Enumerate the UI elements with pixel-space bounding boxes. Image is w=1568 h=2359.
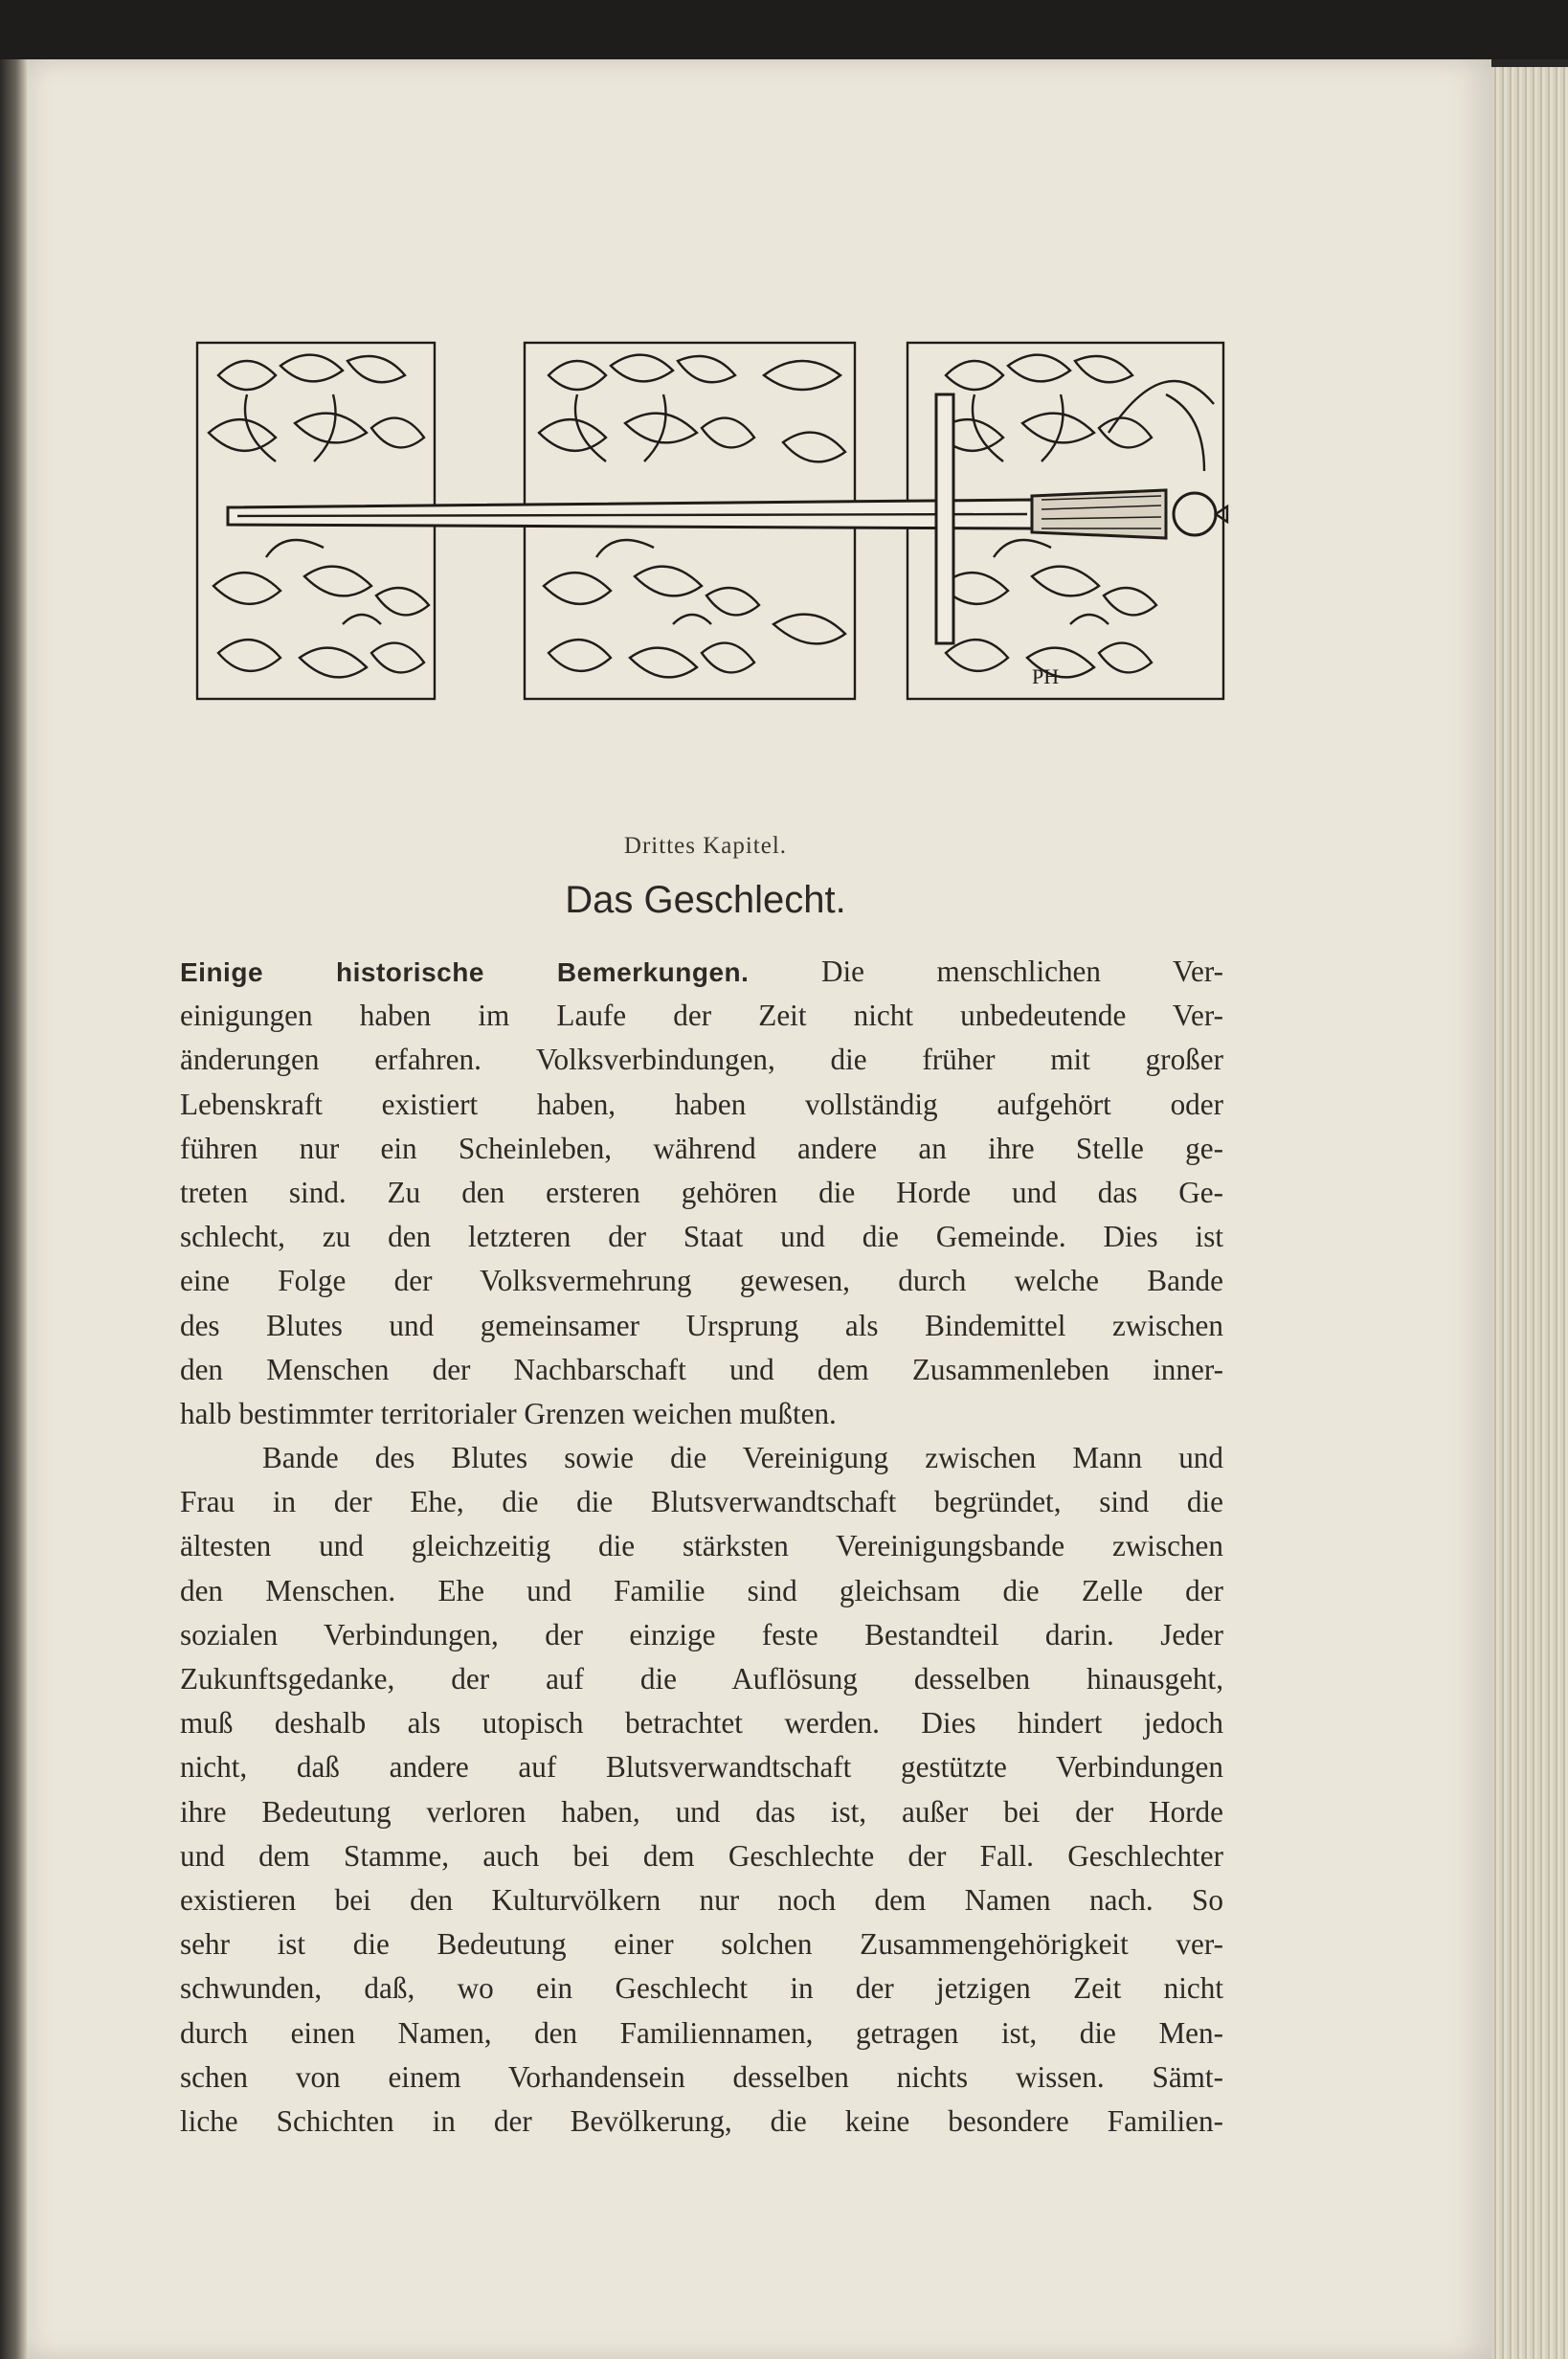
text-line: schwunden, daß, wo ein Geschlecht in der jetzigen Zeit nicht (180, 1971, 1223, 2006)
text-line: Zukunftsgedanke, der auf die Auflösung desselben hinausgeht, (180, 1662, 1223, 1696)
page-stack-edge (1491, 67, 1568, 2359)
text-line-fragment: Die menschlichen Ver- (749, 955, 1223, 988)
text-line: liche Schichten in der Bevölkerung, die keine besondere Familien- (180, 2103, 1223, 2138)
text-line: einigungen haben im Laufe der Zeit nicht unbedeutende Ver- (180, 999, 1223, 1033)
svg-text:PH: PH (1032, 664, 1060, 688)
text-line: eine Folge der Volksvermehrung gewesen, durch welche Bande (180, 1264, 1223, 1298)
text-line: ältesten und gleichzeitig die stärksten Vereinigungsbande zwischen (180, 1529, 1223, 1563)
book-page (27, 59, 1491, 2359)
text-line: ihre Bedeutung verloren haben, und das ist, außer bei der Horde (180, 1794, 1223, 1829)
text-line: muß deshalb als utopisch betrachtet werden. Dies hindert jedoch (180, 1706, 1223, 1741)
text-line: durch einen Namen, den Familiennamen, getragen ist, die Men- (180, 2015, 1223, 2050)
chapter-title: Das Geschlecht. (565, 879, 846, 921)
text-line: des Blutes und gemeinsamer Ursprung als Bindemittel zwischen (180, 1308, 1223, 1342)
text-line: den Menschen. Ehe und Familie sind gleichsam die Zelle der (180, 1573, 1223, 1607)
text-line: führen nur ein Scheinleben, während andere an ihre Stelle ge- (180, 1131, 1223, 1165)
text-line: Frau in der Ehe, die die Blutsverwandtschaft begründet, sind die (180, 1485, 1223, 1519)
section-lead: Einige historische Bemerkungen. (180, 957, 750, 987)
text-line: sehr ist die Bedeutung einer solchen Zusammengehörigkeit ver- (180, 1927, 1223, 1962)
text-line: Lebenskraft existiert haben, haben vollständig aufgehört oder (180, 1087, 1223, 1121)
text-line: halb bestimmter territorialer Grenzen weichen mußten. (180, 1396, 837, 1430)
text-line (180, 950, 1223, 994)
sword-and-foliage-ornament-icon (190, 337, 1233, 720)
text-line: den Menschen der Nachbarschaft und dem Zusammenleben inner- (180, 1352, 1223, 1386)
text-line: Bande des Blutes sowie die Vereinigung zwischen Mann und (262, 1441, 1223, 1475)
text-line: treten sind. Zu den ersteren gehören die Horde und das Ge- (180, 1175, 1223, 1209)
text-line: existieren bei den Kulturvölkern nur noch dem Namen nach. So (180, 1882, 1223, 1917)
left-page-edge (0, 59, 27, 2359)
text-line: und dem Stamme, auch bei dem Geschlechte der Fall. Geschlechter (180, 1838, 1223, 1873)
text-line: nicht, daß andere auf Blutsverwandtschaft gestützte Verbindungen (180, 1750, 1223, 1785)
text-line: änderungen erfahren. Volksverbindungen, die früher mit großer (180, 1043, 1223, 1077)
text-line: schlecht, zu den letzteren der Staat und die Gemeinde. Dies ist (180, 1220, 1223, 1254)
chapter-body (180, 950, 1223, 2144)
text-line: sozialen Verbindungen, der einzige feste Bestandteil darin. Jeder (180, 1617, 1223, 1651)
scan-background (0, 0, 1568, 59)
text-line: schen von einem Vorhandensein desselben nichts wissen. Sämt- (180, 2059, 1223, 2094)
chapter-label: Drittes Kapitel. (623, 833, 788, 859)
